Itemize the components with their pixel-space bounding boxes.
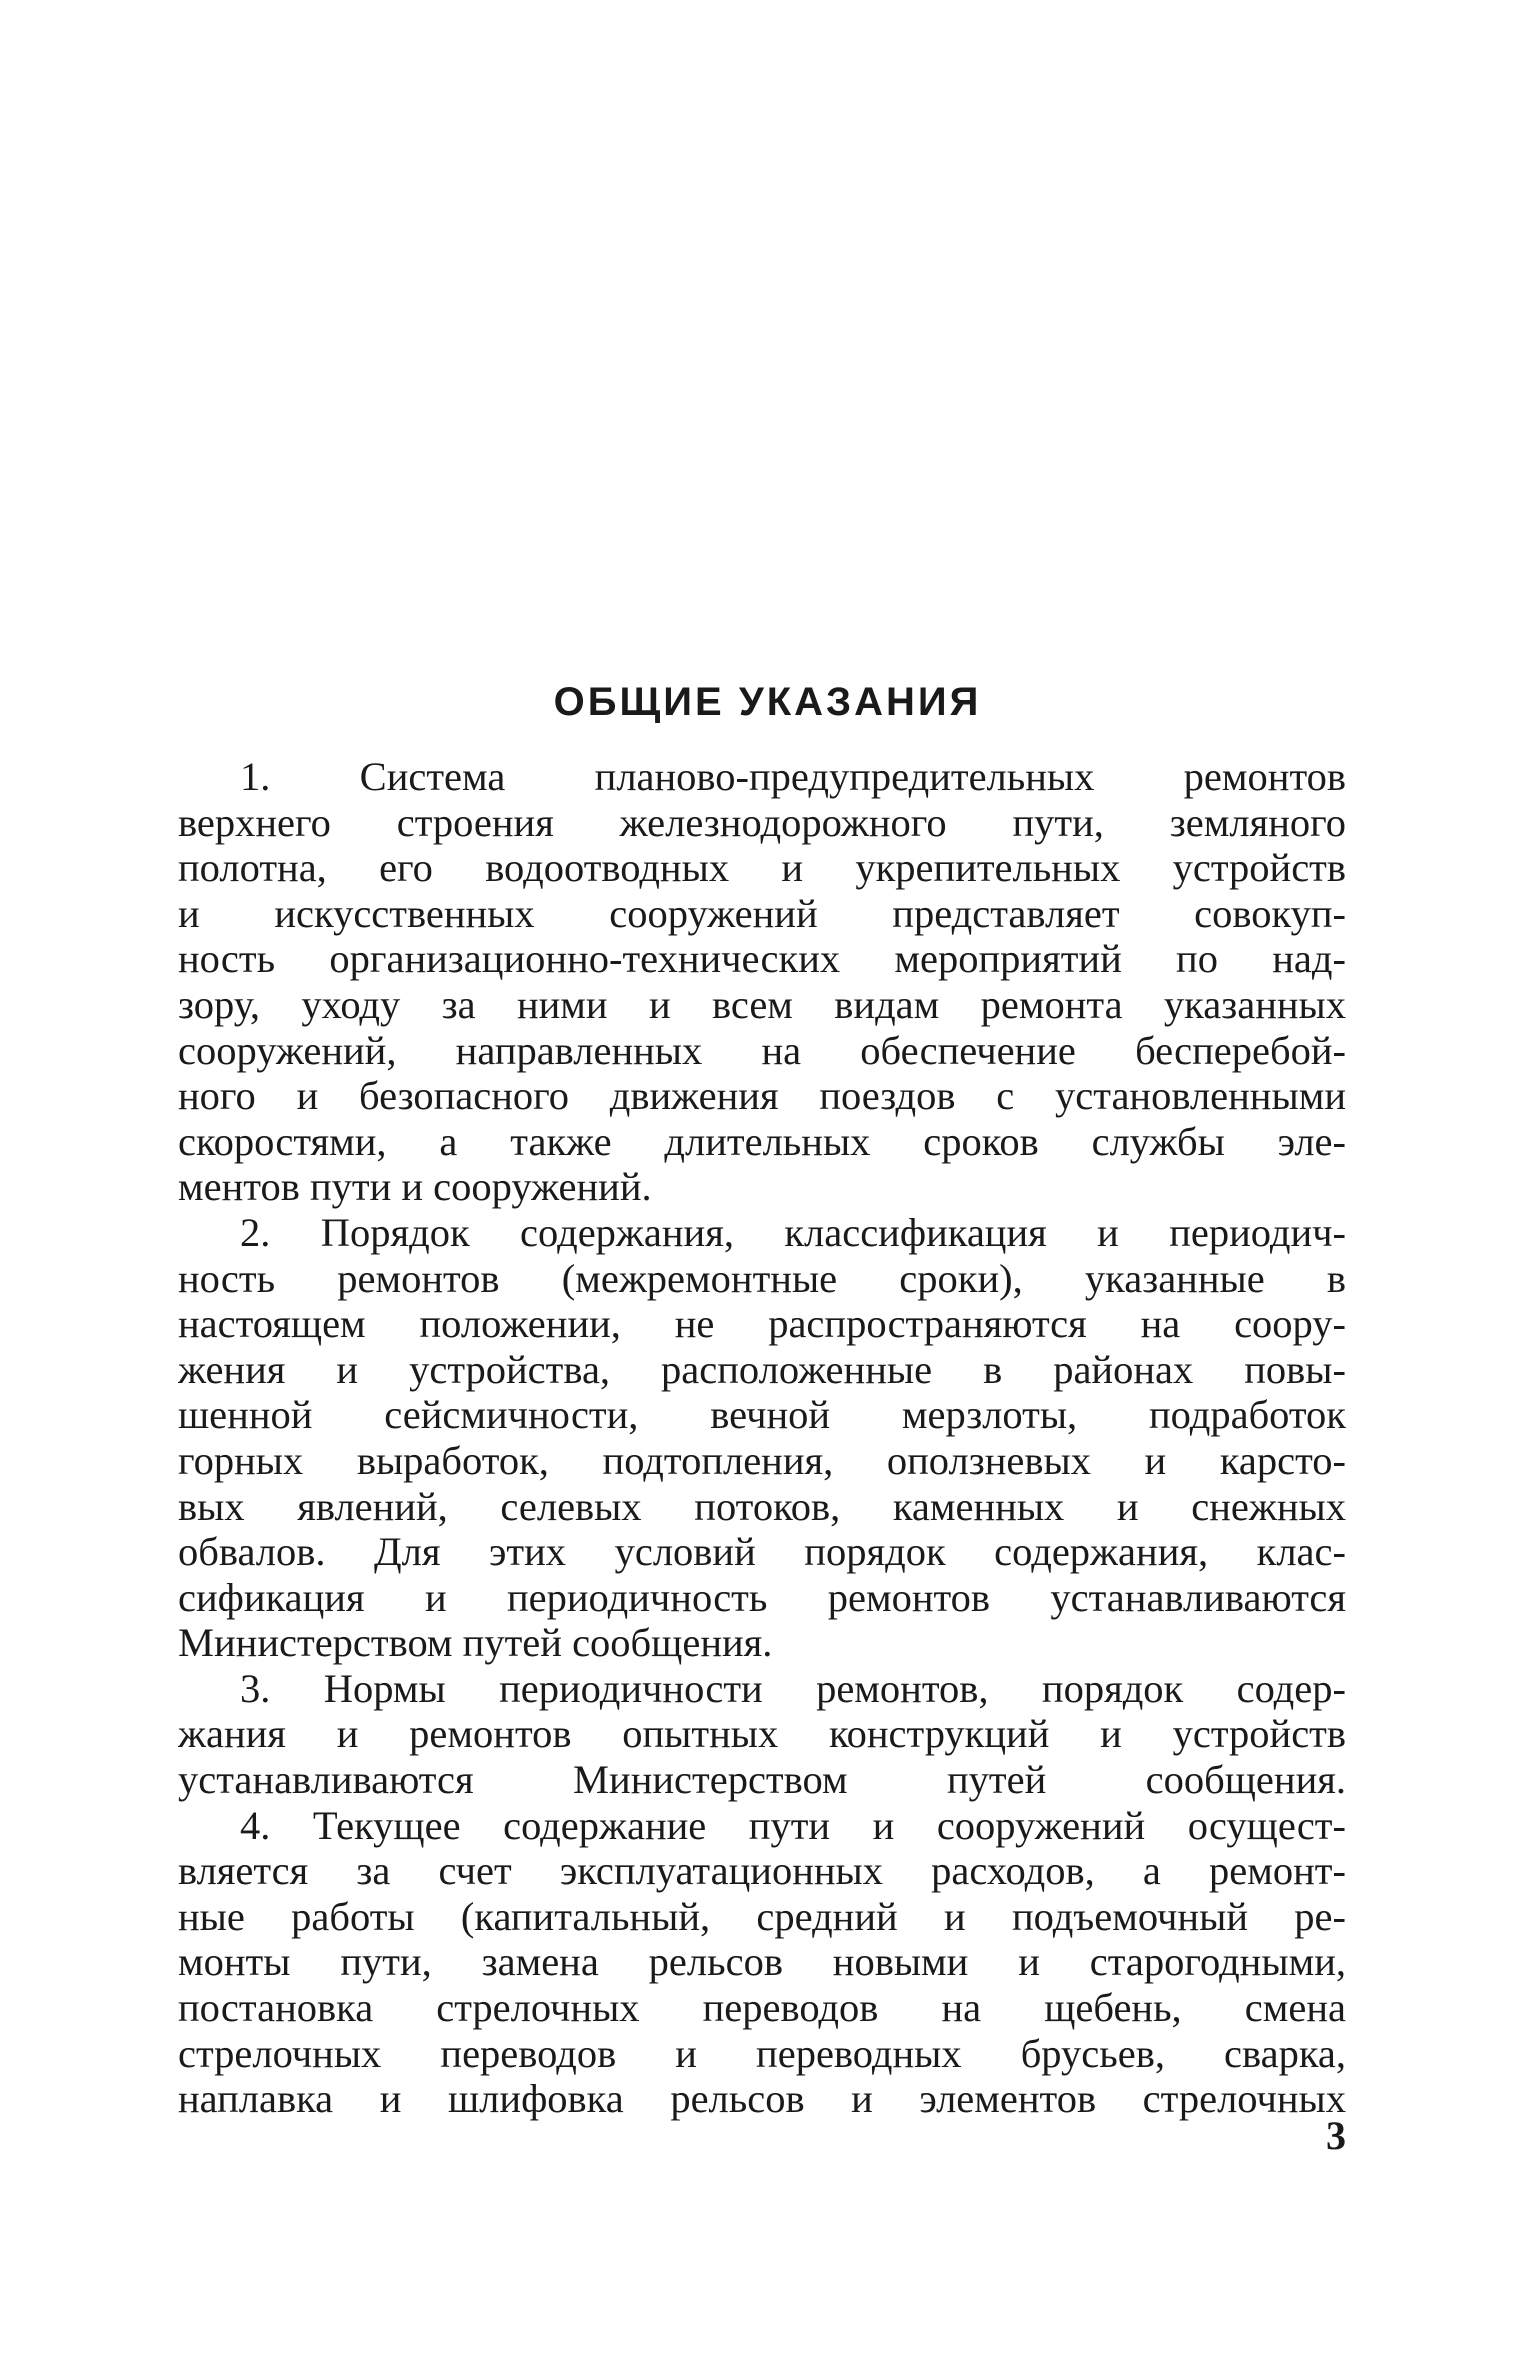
text-line: Министерством путей сообщения. <box>178 1620 773 1666</box>
text-line: шенной сейсмичности, вечной мерзлоты, подработок <box>178 1392 1346 1438</box>
text-line: и искусственных сооружений представляет совокуп- <box>178 890 1346 936</box>
text-line: 4. Текущее содержание пути и сооружений осущест- <box>240 1802 1346 1848</box>
text-line: ментов пути и сооружений. <box>178 1164 652 1210</box>
text-line: зору, уходу за ними и всем видам ремонта указанных <box>178 981 1346 1027</box>
text-line: 1. Система планово-предупредительных ремонтов <box>240 754 1346 799</box>
text-line: горных выработок, подтопления, оползневых и карсто- <box>178 1437 1346 1483</box>
text-line: устанавливаются Министерством путей сообщения. <box>178 1757 1346 1803</box>
text-line: ность ремонтов (межремонтные сроки), указанные в <box>178 1255 1346 1301</box>
text-line: стрелочных переводов и переводных брусьев, сварка, <box>178 2030 1346 2076</box>
text-line: наплавка и шлифовка рельсов и элементов стрелочных <box>178 2076 1346 2122</box>
page-number: 3 <box>1326 2113 1346 2158</box>
text-line: полотна, его водоотводных и укрепительных устройств <box>178 845 1346 891</box>
text-line: обвалов. Для этих условий порядок содержания, клас- <box>178 1529 1346 1575</box>
text-line: скоростями, а также длительных сроков службы эле- <box>178 1118 1346 1164</box>
text-line: ные работы (капитальный, средний и подъемочный ре- <box>178 1893 1346 1939</box>
text-line: вляется за счет эксплуатационных расходов, а ремонт- <box>178 1848 1346 1894</box>
text-line: постановка стрелочных переводов на щебень, смена <box>178 1985 1346 2031</box>
text-line: жения и устройства, расположенные в районах повы- <box>178 1346 1346 1392</box>
text-line: 3. Нормы периодичности ремонтов, порядок содер- <box>240 1665 1346 1711</box>
text-line: ного и безопасного движения поездов с установленными <box>178 1073 1346 1119</box>
text-line: верхнего строения железнодорожного пути, земляного <box>178 799 1346 845</box>
text-line: ность организационно-технических мероприятий по над- <box>178 936 1346 982</box>
text-line: сооружений, направленных на обеспечение бесперебой- <box>178 1027 1346 1073</box>
text-line: 2. Порядок содержания, классификация и периодич- <box>240 1209 1346 1255</box>
body-text <box>178 754 1346 2122</box>
text-line: настоящем положении, не распространяются на соору- <box>178 1301 1346 1347</box>
text-line: монты пути, замена рельсов новыми и старогодными, <box>178 1939 1346 1985</box>
text-line: сификация и периодичность ремонтов устанавливаются <box>178 1574 1346 1620</box>
section-heading: ОБЩИЕ УКАЗАНИЯ <box>553 680 982 724</box>
text-line: вых явлений, селевых потоков, каменных и снежных <box>178 1483 1346 1529</box>
text-line: жания и ремонтов опытных конструкций и устройств <box>178 1711 1346 1757</box>
